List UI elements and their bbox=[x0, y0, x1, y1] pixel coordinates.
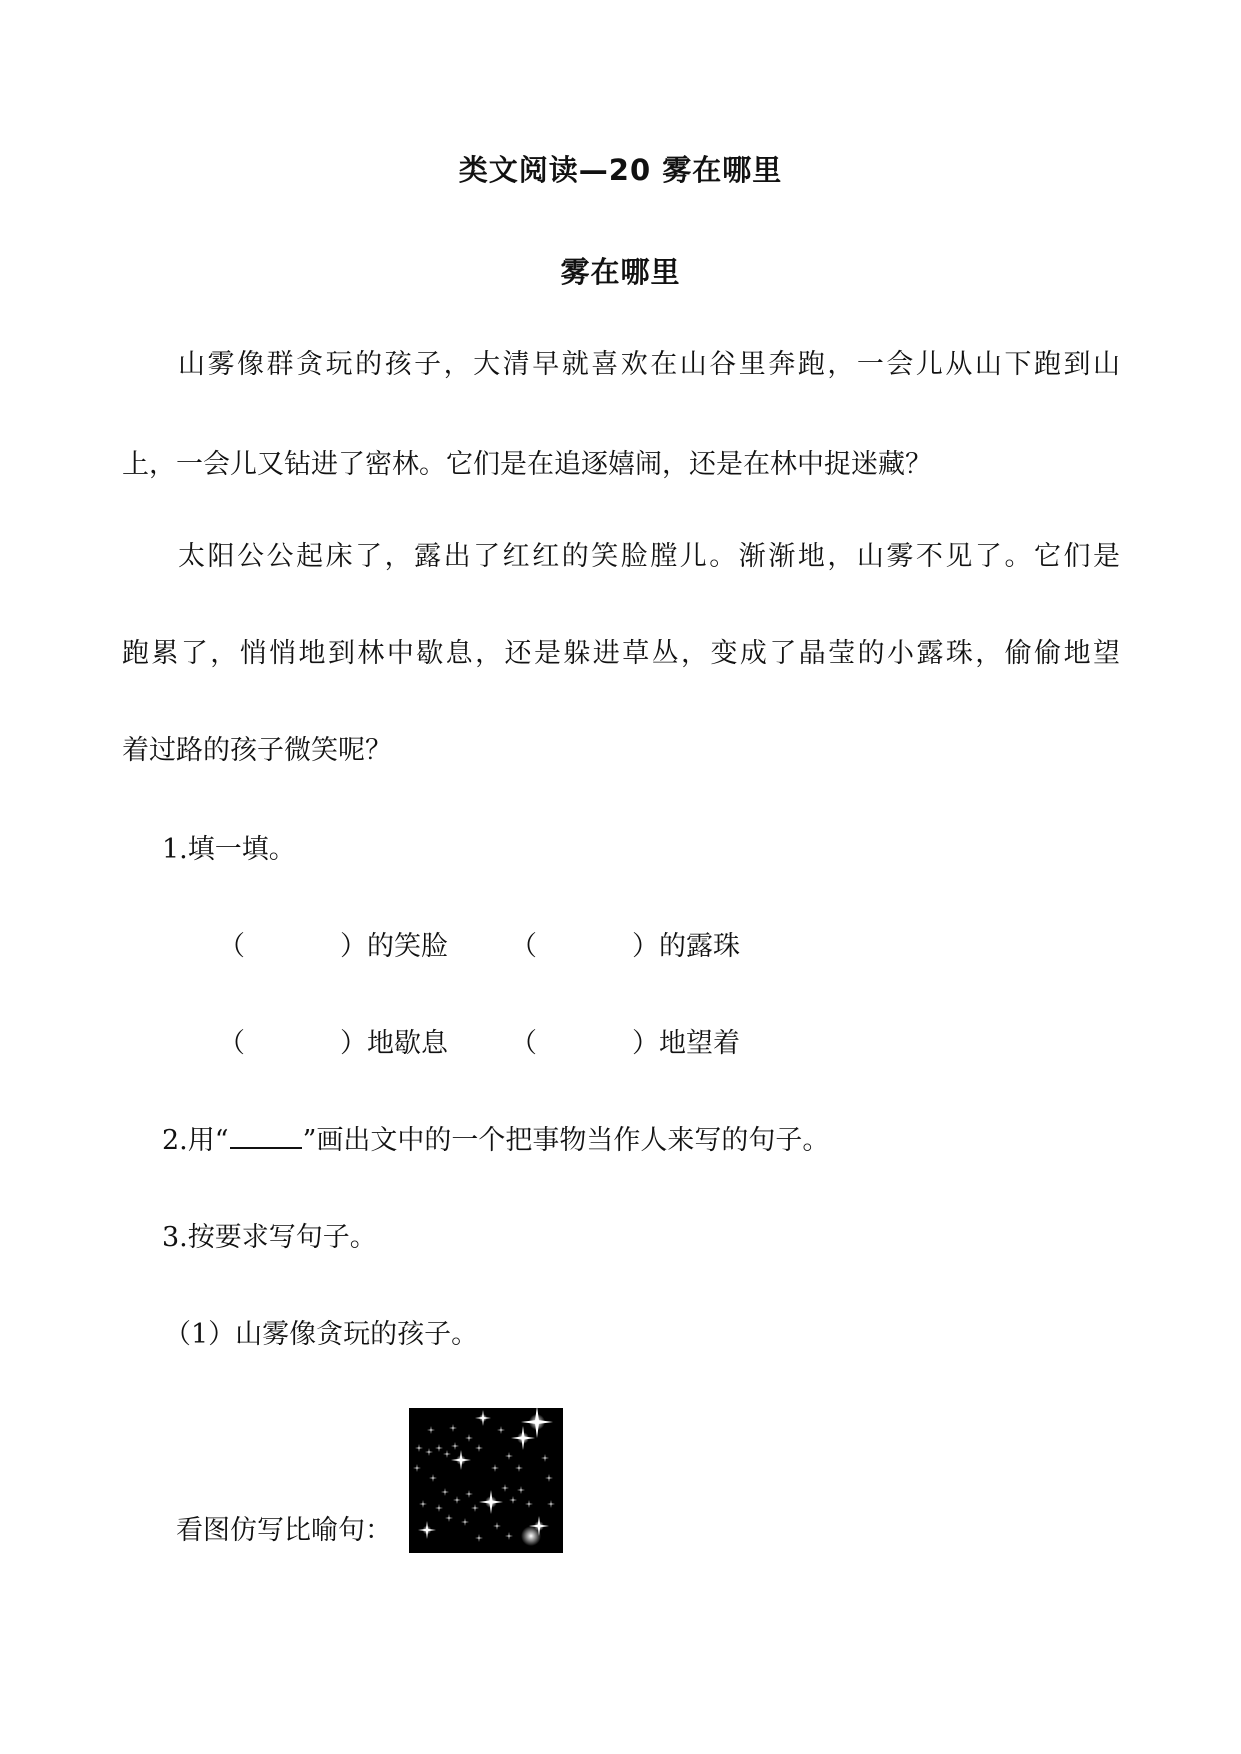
paragraph-2-line-2: 跑累了，悄悄地到林中歇息，还是躲进草丛，变成了晶莹的小露珠，偷偷地望 bbox=[122, 638, 1120, 669]
fill-item-1 bbox=[218, 930, 510, 964]
question-2-prefix: 2.用“ bbox=[162, 1125, 229, 1156]
imitate-prompt: 看图仿写比喻句： bbox=[176, 1515, 392, 1546]
fill-row-1 bbox=[218, 930, 802, 964]
fill-item-2 bbox=[510, 930, 802, 964]
paragraph-1-line-1: 山雾像群贪玩的孩子，大清早就喜欢在山谷里奔跑，一会儿从山下跑到山 bbox=[178, 349, 1120, 380]
fill-item-text: 地望着 bbox=[659, 1028, 740, 1059]
question-2-suffix: ”画出文中的一个把事物当作人来写的句子。 bbox=[302, 1125, 830, 1156]
paren-open: （ bbox=[510, 931, 537, 962]
paren-close: ） bbox=[340, 931, 367, 962]
sparkles-icon bbox=[409, 1408, 563, 1553]
answer-blank[interactable] bbox=[537, 930, 632, 964]
answer-blank[interactable] bbox=[245, 930, 340, 964]
fill-item-3 bbox=[218, 1027, 510, 1061]
paragraph-2-line-3: 着过路的孩子微笑呢？ bbox=[122, 735, 392, 766]
paren-close: ） bbox=[632, 931, 659, 962]
starry-sparkles-image bbox=[409, 1408, 563, 1553]
fill-row-2 bbox=[218, 1027, 802, 1061]
question-1-label: 1.填一填。 bbox=[162, 834, 296, 865]
paren-open: （ bbox=[510, 1028, 537, 1059]
paren-open: （ bbox=[218, 1028, 245, 1059]
fill-item-text: 的露珠 bbox=[659, 931, 740, 962]
document-title: 类文阅读—20 雾在哪里 bbox=[458, 153, 783, 187]
paren-open: （ bbox=[218, 931, 245, 962]
fill-item-4 bbox=[510, 1027, 802, 1061]
fill-item-text: 地歇息 bbox=[367, 1028, 448, 1059]
underline-sample bbox=[230, 1125, 302, 1149]
answer-blank[interactable] bbox=[245, 1027, 340, 1061]
passage-title: 雾在哪里 bbox=[560, 255, 681, 289]
paren-close: ） bbox=[340, 1028, 367, 1059]
fill-item-text: 的笑脸 bbox=[367, 931, 448, 962]
answer-blank[interactable] bbox=[537, 1027, 632, 1061]
paragraph-2-line-1: 太阳公公起床了，露出了红红的笑脸膛儿。渐渐地，山雾不见了。它们是 bbox=[178, 541, 1120, 572]
question-3-sub-1: （1）山雾像贪玩的孩子。 bbox=[164, 1319, 479, 1350]
paragraph-1-line-2: 上，一会儿又钻进了密林。它们是在追逐嬉闹，还是在林中捉迷藏？ bbox=[122, 449, 932, 480]
paren-close: ） bbox=[632, 1028, 659, 1059]
question-3-label: 3.按要求写句子。 bbox=[162, 1222, 377, 1253]
question-2 bbox=[162, 1124, 829, 1158]
